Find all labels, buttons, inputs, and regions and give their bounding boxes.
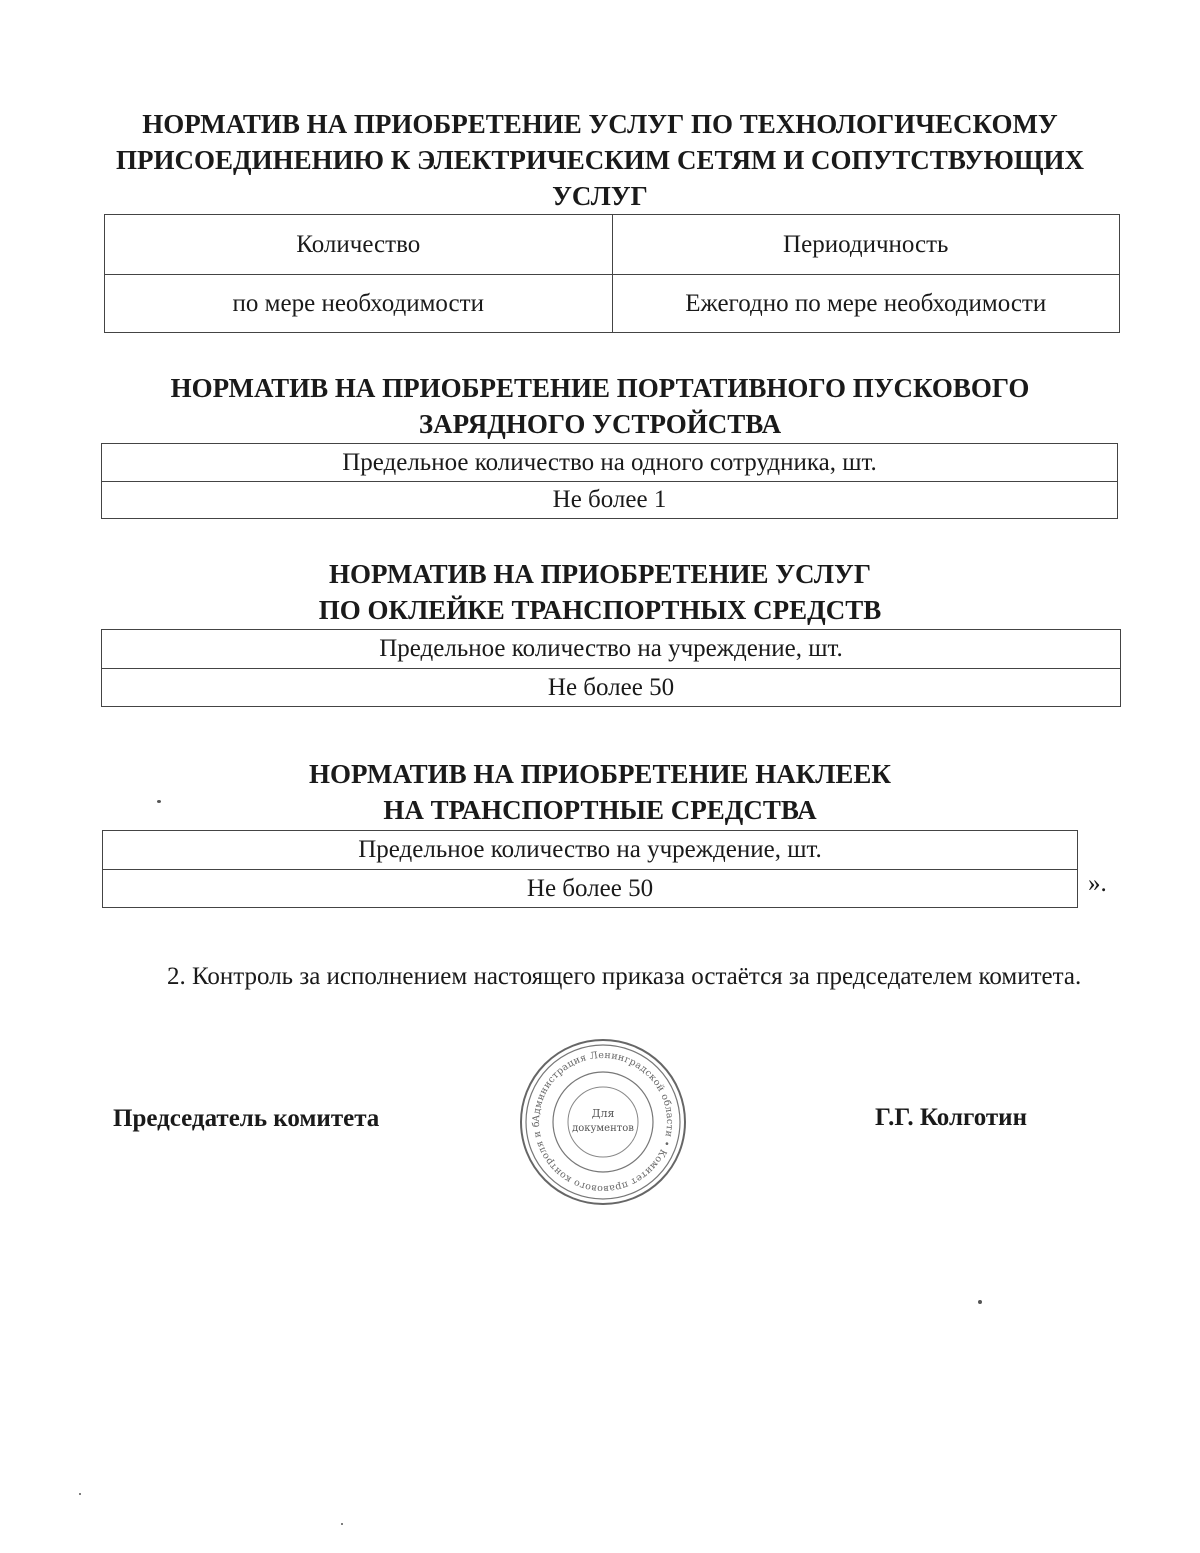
section-3-title-line: НОРМАТИВ НА ПРИОБРЕТЕНИЕ УСЛУГ	[329, 559, 871, 589]
table-header-row	[105, 215, 1120, 275]
table-header-cell: Периодичность	[612, 215, 1120, 275]
section-4-title-line: НА ТРАНСПОРТНЫЕ СРЕДСТВА	[383, 795, 817, 825]
section-4-title-line: НОРМАТИВ НА ПРИОБРЕТЕНИЕ НАКЛЕЕК	[308, 759, 892, 789]
section-2-table	[101, 443, 1118, 519]
signer-name: Г.Г. Колготин	[875, 1104, 1027, 1131]
table-cell: Ежегодно по мере необходимости	[612, 275, 1120, 333]
svg-text:документов: документов	[572, 1123, 634, 1134]
section-1-title-line: ПРИСОЕДИНЕНИЮ К ЭЛЕКТРИЧЕСКИМ СЕТЯМ И СОПУТСТВУЮЩИХ	[115, 145, 1085, 175]
scan-speck	[79, 1493, 81, 1495]
svg-text:Администрация Ленинградской об: Администрация Ленинградской области • Комитет правового контроля и б	[530, 1049, 676, 1195]
table-header-cell: Количество	[105, 215, 613, 275]
section-2-title-line: НОРМАТИВ НА ПРИОБРЕТЕНИЕ ПОРТАТИВНОГО ПУСКОВОГО	[170, 373, 1030, 403]
scan-speck	[341, 1523, 343, 1525]
section-2-title	[0, 370, 1200, 442]
table-cell: Не более 50	[102, 669, 1121, 707]
table-row	[102, 482, 1118, 519]
section-4-title	[0, 756, 1200, 828]
section-2-title-line: ЗАРЯДНОГО УСТРОЙСТВА	[418, 409, 782, 439]
scan-speck	[978, 1300, 982, 1304]
table-header-cell: Предельное количество на учреждение, шт.	[102, 630, 1121, 669]
table-row	[103, 870, 1078, 908]
table-cell: Не более 50	[103, 870, 1078, 908]
table-header-row	[102, 444, 1118, 482]
seal-icon	[518, 1037, 688, 1207]
svg-text:Для: Для	[591, 1107, 615, 1120]
table-header-row	[103, 831, 1078, 870]
signer-title: Председатель комитета	[113, 1105, 380, 1132]
table-row	[105, 275, 1120, 333]
section-3-table	[101, 629, 1121, 707]
section-1-title-line: НОРМАТИВ НА ПРИОБРЕТЕНИЕ УСЛУГ ПО ТЕХНОЛОГИЧЕСКОМУ	[142, 109, 1058, 139]
section-4-table	[102, 830, 1078, 908]
table-cell: Не более 1	[102, 482, 1118, 519]
official-seal-stamp	[518, 1037, 688, 1207]
control-paragraph: 2. Контроль за исполнением настоящего приказа остаётся за председателем комитета.	[167, 963, 1082, 990]
table-cell: по мере необходимости	[105, 275, 613, 333]
table-header-cell: Предельное количество на учреждение, шт.	[103, 831, 1078, 870]
table-row	[102, 669, 1121, 707]
scan-speck	[157, 800, 161, 803]
section-1-title-line: УСЛУГ	[552, 181, 648, 211]
closing-quote-mark: ».	[1088, 870, 1107, 897]
section-3-title-line: ПО ОКЛЕЙКЕ ТРАНСПОРТНЫХ СРЕДСТВ	[318, 595, 882, 625]
table-header-row	[102, 630, 1121, 669]
section-1-table	[104, 214, 1120, 333]
section-3-title	[0, 556, 1200, 628]
section-1-title	[0, 106, 1200, 214]
table-header-cell: Предельное количество на одного сотрудника, шт.	[102, 444, 1118, 482]
